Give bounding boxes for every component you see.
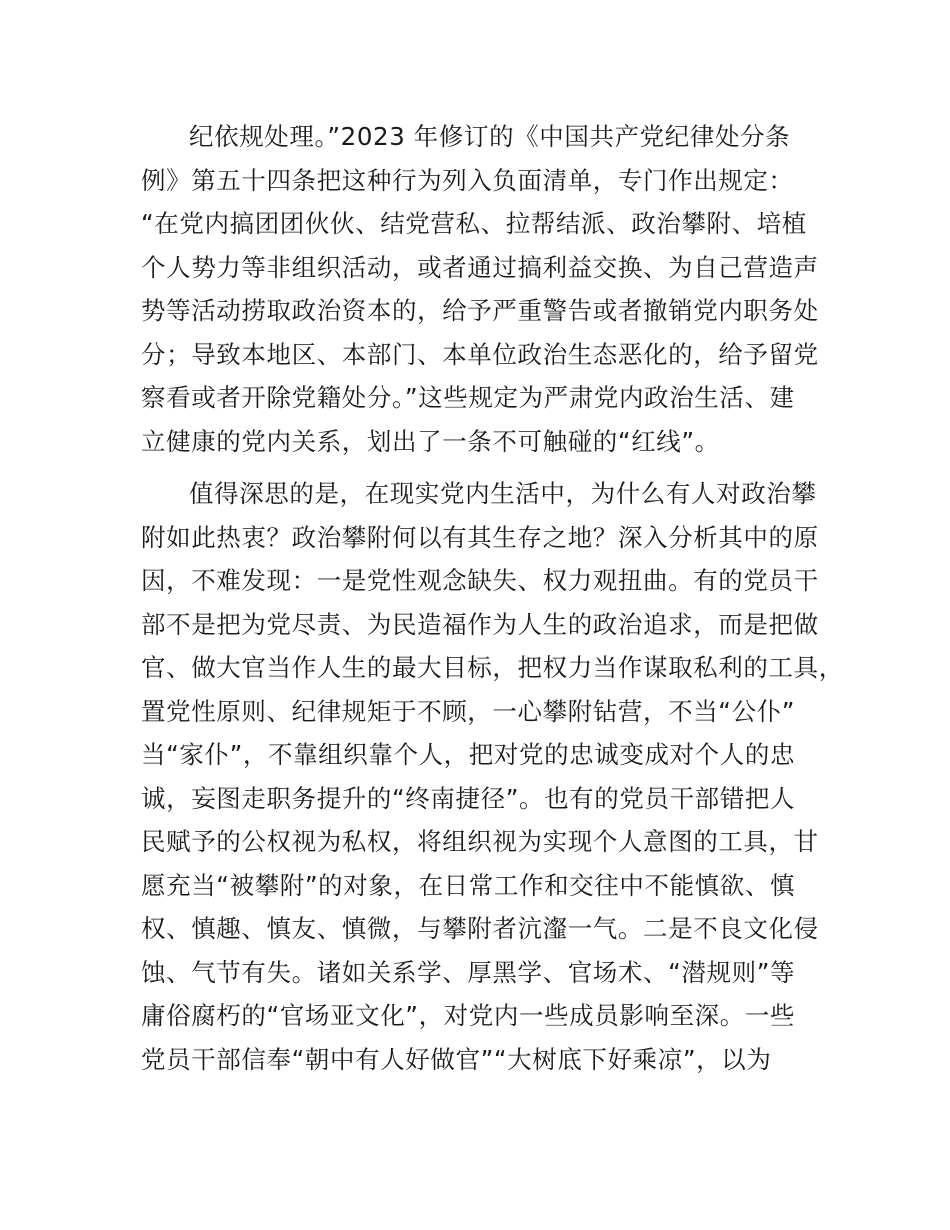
- text-line: 愿充当“被攀附”的对象，在日常工作和交往中不能慎欲、慎: [141, 870, 796, 900]
- text-line: 置党性原则、纪律规矩于不顾，一心攀附钻营，不当“公仆”: [141, 696, 796, 726]
- text-line: 分；导致本地区、本部门、本单位政治生态恶化的，给予留党: [141, 339, 819, 369]
- text-line: 庸俗腐朽的“官场亚文化”，对党内一些成员影响至深。一些: [141, 1001, 796, 1030]
- text-line: 势等活动捞取政治资本的，给予严重警告或者撤销党内职务处: [141, 296, 819, 325]
- text-line: 纪依规处理。”2023 年修订的《中国共产党纪律处分条: [189, 122, 791, 151]
- text-line: 党员干部信奉“朝中有人好做官”“大树底下好乘凉”，以为: [141, 1044, 772, 1074]
- text-line: 当“家仆”，不靠组织靠个人，把对党的忠诚变成对个人的忠: [141, 740, 796, 769]
- text-line: 例》第五十四条把这种行为列入负面清单，专门作出规定：: [141, 165, 794, 195]
- text-line: 部不是把为党尽责、为民造福作为人生的政治追求，而是把做: [141, 609, 819, 639]
- text-line: 民赋予的公权视为私权，将组织视为实现个人意图的工具，甘: [141, 827, 819, 856]
- text-line: 值得深思的是，在现实党内生活中，为什么有人对政治攀: [189, 479, 817, 508]
- text-line: 立健康的党内关系，划出了一条不可触碰的“红线”。: [141, 426, 720, 456]
- document-body: [141, 115, 844, 1081]
- text-line: 附如此热衷？政治攀附何以有其生存之地？深入分析其中的原: [141, 522, 819, 552]
- text-line: 察看或者开除党籍处分。”这些规定为严肃党内政治生活、建: [141, 383, 795, 412]
- text-line: 蚀、气节有失。诸如关系学、厚黑学、官场术、“潜规则”等: [141, 957, 796, 987]
- text-line: “在党内搞团团伙伙、结党营私、拉帮结派、政治攀附、培植: [141, 209, 807, 238]
- paragraph-1: [141, 115, 841, 463]
- text-line: 个人势力等非组织活动，或者通过搞利益交换、为自己营造声: [141, 252, 819, 282]
- text-line: 权、慎趣、慎友、慎微，与攀附者沆瀣一气。二是不良文化侵: [141, 914, 819, 943]
- text-line: 因，不难发现：一是党性观念缺失、权力观扭曲。有的党员干: [141, 566, 819, 595]
- text-line: 官、做大官当作人生的最大目标，把权力当作谋取私利的工具，: [141, 653, 844, 682]
- text-line: 诚，妄图走职务提升的“终南捷径”。也有的党员干部错把人: [141, 783, 796, 813]
- paragraph-2: [141, 472, 844, 1081]
